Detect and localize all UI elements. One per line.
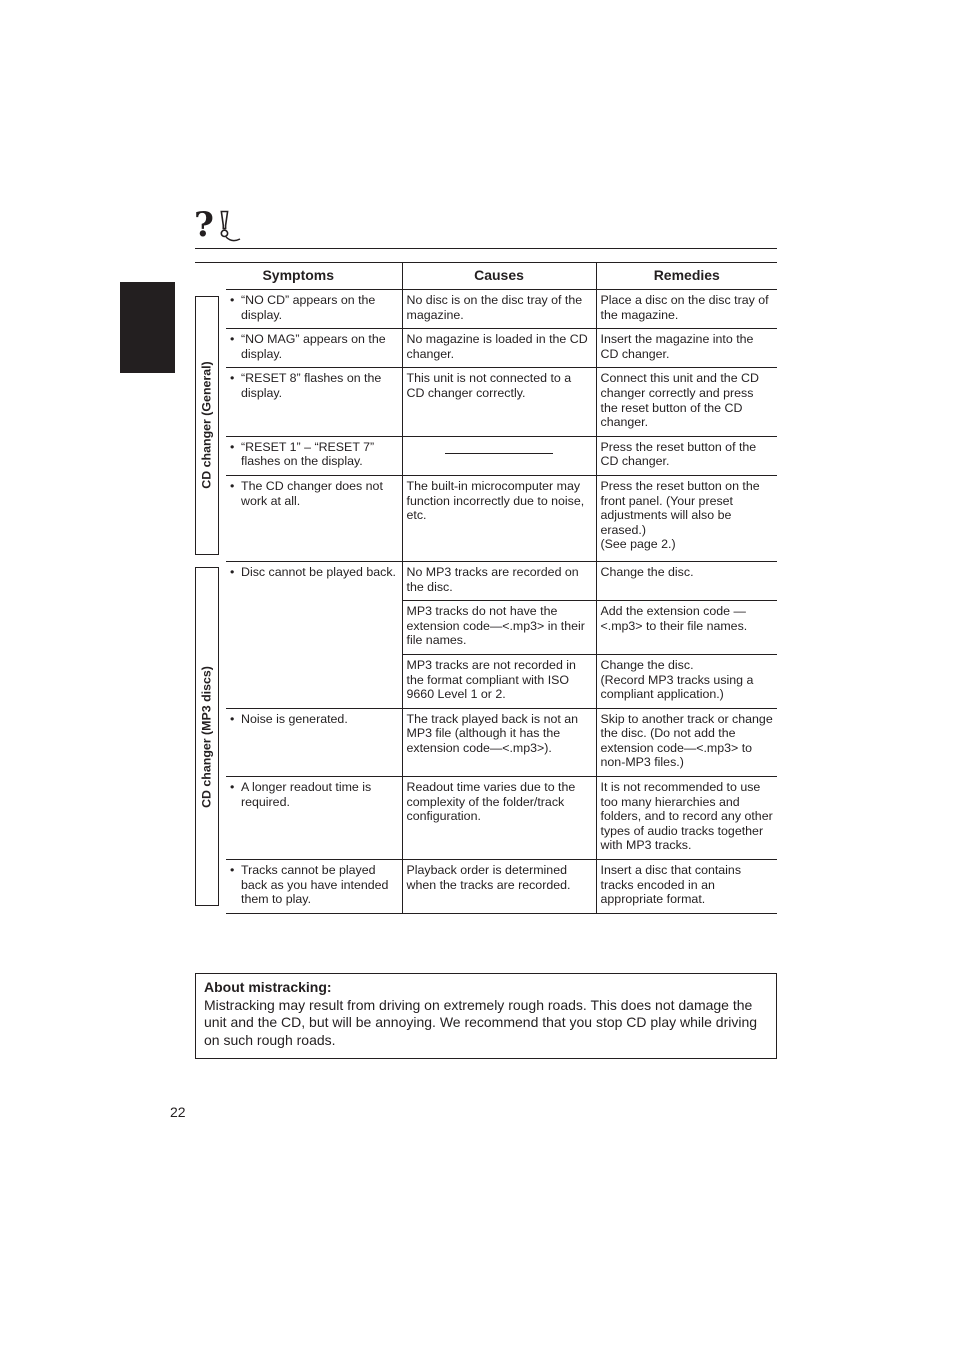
symptom-cell: • Noise is generated. (226, 708, 402, 776)
mistracking-note (195, 973, 777, 1059)
remedy-cell: Connect this unit and the CD changer correctly and press the reset button of the CD changer. (596, 368, 777, 436)
note-body: Mistracking may result from driving on extremely rough roads. This does not damage the unit and the CD, but will be annoying. We recommend that you stop CD play while driving on such rough roads. (204, 996, 758, 1048)
title-rule (195, 248, 777, 249)
cause-cell: No magazine is loaded in the CD changer. (402, 329, 596, 368)
remedy-cell: Add the extension code —<.mp3> to their file names. (596, 601, 777, 655)
cause-cell (402, 436, 596, 475)
cause-cell: No disc is on the disc tray of the magazine. (402, 290, 596, 329)
symptom-cell: • Tracks cannot be played back as you have intended them to play. (226, 860, 402, 914)
symptom-cell: • “NO MAG” appears on the display. (226, 329, 402, 368)
group-mp3-cell (195, 561, 226, 913)
remedy-cell: Place a disc on the disc tray of the magazine. (596, 290, 777, 329)
section-tab (120, 282, 175, 373)
cause-cell: MP3 tracks do not have the extension code—<.mp3> in their file names. (402, 601, 596, 655)
symptom-cell: • The CD changer does not work at all. (226, 475, 402, 561)
cause-cell: Playback order is determined when the tracks are recorded. (402, 860, 596, 914)
group-label: CD changer (MP3 discs) (199, 665, 214, 808)
cause-cell: Readout time varies due to the complexity of the folder/track configuration. (402, 777, 596, 860)
cause-cell: The track played back is not an MP3 file (although it has the extension code—<.mp3>). (402, 708, 596, 776)
no-cause-dash (445, 453, 553, 454)
troubleshooting-table (195, 262, 777, 914)
table-row (195, 475, 777, 561)
question-exclamation-icon (194, 206, 244, 244)
cause-cell: The built-in microcomputer may function incorrectly due to noise, etc. (402, 475, 596, 561)
cause-cell: MP3 tracks are not recorded in the format compliant with ISO 9660 Level 1 or 2. (402, 654, 596, 708)
group-general-box (195, 296, 219, 556)
table-row (195, 368, 777, 436)
remedy-cell: Press the reset button on the front panel. (Your preset adjustments will also be erased.) (See page 2.) (596, 475, 777, 561)
group-general-cell (195, 290, 226, 562)
table-row (195, 708, 777, 776)
cause-cell: This unit is not connected to a CD changer correctly. (402, 368, 596, 436)
header-row (195, 263, 777, 290)
group-mp3-box (195, 567, 219, 906)
remedy-cell: Skip to another track or change the disc. (Do not add the extension code—<.mp3> to non-MP3 files.) (596, 708, 777, 776)
table-row (195, 290, 777, 329)
table-row (195, 329, 777, 368)
cause-cell: No MP3 tracks are recorded on the disc. (402, 561, 596, 600)
remedy-cell: It is not recommended to use too many hierarchies and folders, and to record any other types of audio tracks together with MP3 tracks. (596, 777, 777, 860)
remedy-cell: Press the reset button of the CD changer. (596, 436, 777, 475)
remedy-cell: Change the disc. (Record MP3 tracks using a compliant application.) (596, 654, 777, 708)
note-title: About mistracking: (204, 979, 332, 995)
remedy-cell: Insert the magazine into the CD changer. (596, 329, 777, 368)
symptom-cell: • A longer readout time is required. (226, 777, 402, 860)
page-number: 22 (170, 1104, 186, 1120)
svg-text:!: ! (217, 206, 232, 244)
symptom-cell: • “NO CD” appears on the display. (226, 290, 402, 329)
remedies-header: Remedies (596, 263, 777, 290)
table-row (195, 436, 777, 475)
svg-text:?: ? (194, 206, 214, 244)
remedy-cell: Change the disc. (596, 561, 777, 600)
table-row (195, 777, 777, 860)
group-label: CD changer (General) (199, 361, 214, 490)
table-row (195, 561, 777, 600)
symptoms-header: Symptoms (195, 263, 402, 290)
causes-header: Causes (402, 263, 596, 290)
table-row (195, 860, 777, 914)
remedy-cell: Insert a disc that contains tracks encoded in an appropriate format. (596, 860, 777, 914)
symptom-cell: • “RESET 8” flashes on the display. (226, 368, 402, 436)
symptom-cell: • “RESET 1” – “RESET 7” flashes on the display. (226, 436, 402, 475)
symptom-cell: • Disc cannot be played back. (226, 561, 402, 708)
